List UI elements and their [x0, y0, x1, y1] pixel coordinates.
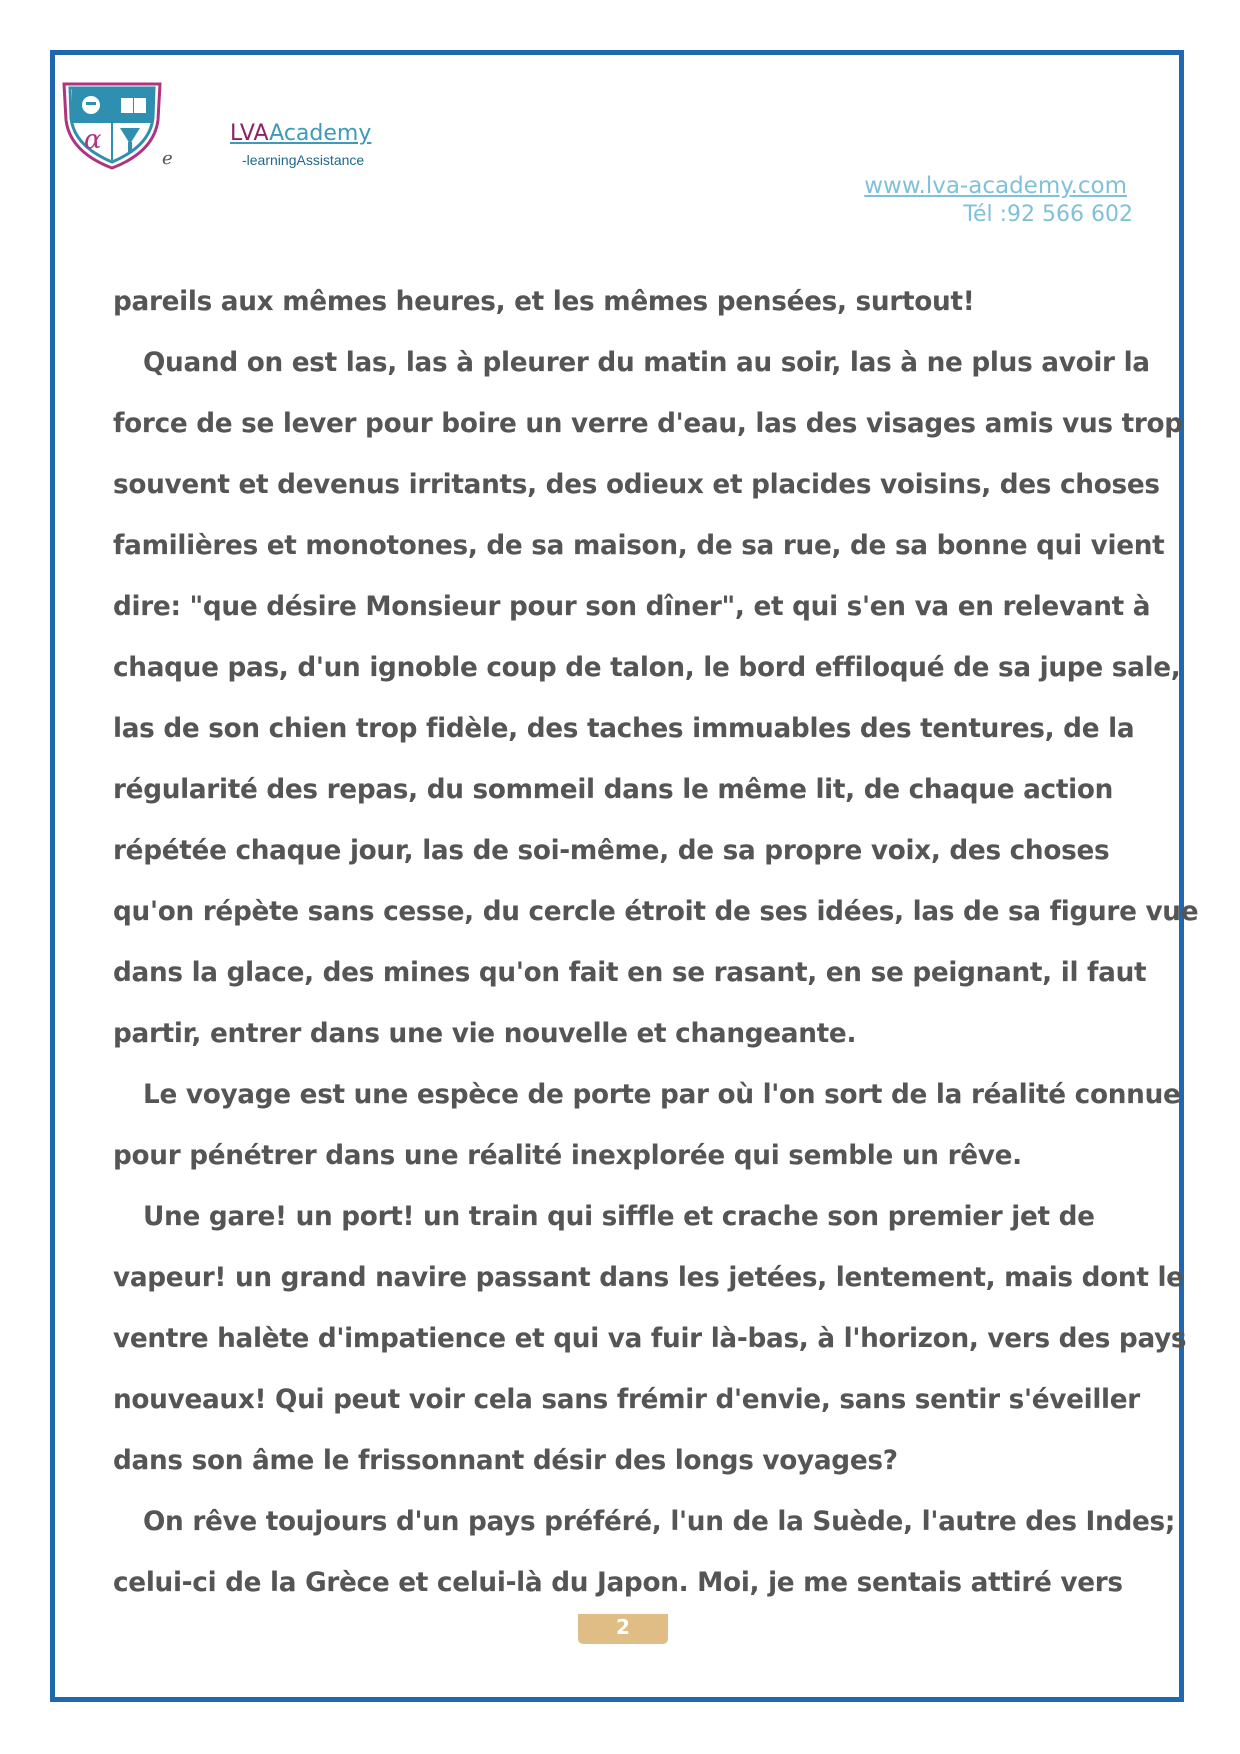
text-line: partir, entrer dans une vie nouvelle et changeante. [113, 1019, 857, 1049]
phone-number: Tél :92 566 602 [963, 202, 1133, 227]
text-line: On rêve toujours d'un pays préféré, l'un de la Suède, l'autre des Indes; [143, 1507, 1176, 1537]
svg-text:α: α [84, 125, 102, 155]
website-link[interactable]: www.lva-academy.com [864, 173, 1127, 199]
text-line: Quand on est las, las à pleurer du matin au soir, las à ne plus avoir la [143, 348, 1150, 378]
brand-lva: LVA [230, 121, 270, 146]
text-line: dire: "que désire Monsieur pour son dîner", et qui s'en va en relevant à [113, 592, 1151, 622]
text-line: celui-ci de la Grèce et celui-là du Japon. Moi, je me sentais attiré vers [113, 1568, 1123, 1598]
page-number: 2 [578, 1614, 668, 1644]
brand-tagline: -learningAssistance [242, 152, 365, 168]
text-line: Une gare! un port! un train qui siffle et crache son premier jet de [143, 1202, 1095, 1232]
text-line: régularité des repas, du sommeil dans le même lit, de chaque action [113, 775, 1114, 805]
contact-block [864, 172, 1133, 230]
text-line: vapeur! un grand navire passant dans les jetées, lentement, mais dont le [113, 1263, 1184, 1293]
text-line: nouveaux! Qui peut voir cela sans frémir d'envie, sans sentir s'éveiller [113, 1385, 1140, 1415]
brand-academy: Academy [269, 121, 372, 146]
brand-name [230, 120, 371, 148]
text-line: ventre halète d'impatience et qui va fuir là-bas, à l'horizon, vers des pays [113, 1324, 1187, 1354]
text-line: chaque pas, d'un ignoble coup de talon, le bord effiloqué de sa jupe sale, [113, 653, 1181, 683]
text-line: pareils aux mêmes heures, et les mêmes pensées, surtout! [113, 287, 975, 317]
brand-block [230, 120, 371, 168]
text-line: force de se lever pour boire un verre d'eau, las des visages amis vus trop [113, 409, 1183, 439]
text-line: pour pénétrer dans une réalité inexplorée qui semble un rêve. [113, 1141, 1022, 1171]
text-line: souvent et devenus irritants, des odieux et placides voisins, des choses [113, 470, 1160, 500]
text-line: las de son chien trop fidèle, des taches immuables des tentures, de la [113, 714, 1135, 744]
text-line: familières et monotones, de sa maison, de sa rue, de sa bonne qui vient [113, 531, 1165, 561]
body-text [113, 272, 1199, 1614]
academy-shield-logo-icon [58, 80, 166, 172]
text-line: qu'on répète sans cesse, du cercle étroit de ses idées, las de sa figure vue [113, 897, 1199, 927]
text-line: dans la glace, des mines qu'on fait en se rasant, en se peignant, il faut [113, 958, 1147, 988]
text-line: Le voyage est une espèce de porte par où l'on sort de la réalité connue [143, 1080, 1181, 1110]
text-line: dans son âme le frissonnant désir des longs voyages? [113, 1446, 898, 1476]
text-line: répétée chaque jour, las de soi-même, de sa propre voix, des choses [113, 836, 1110, 866]
logo-letter: e [162, 148, 173, 169]
